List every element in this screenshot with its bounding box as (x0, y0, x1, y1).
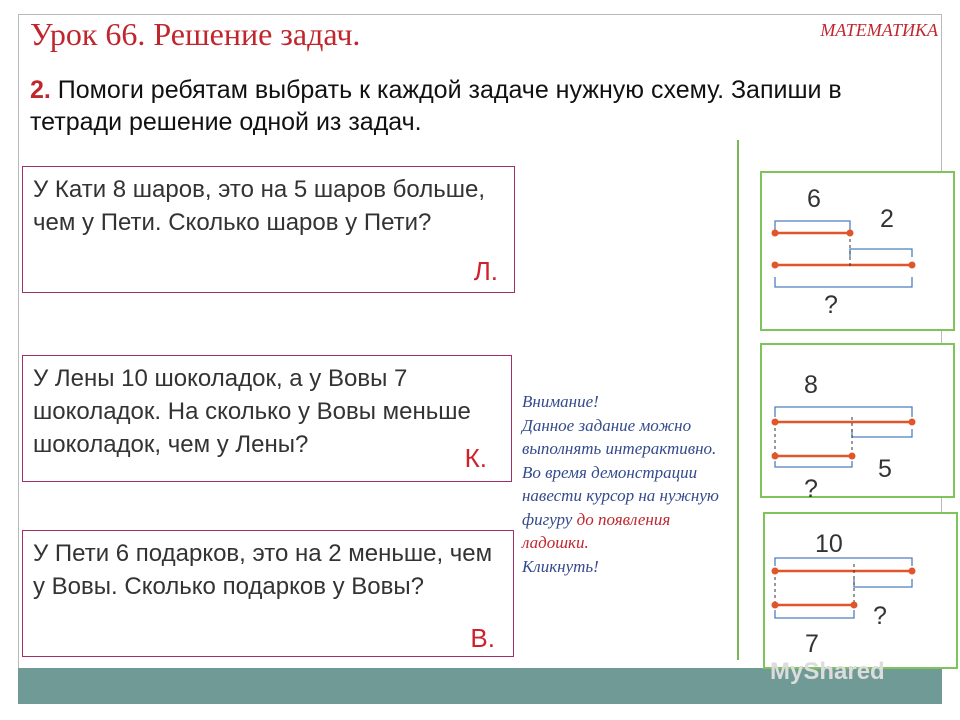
point (847, 230, 854, 237)
point (772, 419, 779, 426)
bracket-top (775, 558, 912, 566)
scheme-label-bottom: 7 (805, 630, 819, 658)
bracket-right (852, 429, 912, 437)
point (772, 230, 779, 237)
point (772, 602, 779, 609)
scheme-label-right: 5 (878, 455, 892, 483)
scheme-label-top: 6 (807, 185, 821, 213)
scheme-diagram (762, 345, 957, 500)
point (909, 419, 916, 426)
divider-line (737, 140, 739, 660)
problem-box-2[interactable] (22, 355, 512, 482)
task-number: 2. (30, 76, 51, 104)
scheme-label-right: 2 (880, 205, 894, 233)
scheme-label-bottom: ? (824, 291, 838, 319)
problem-text: У Лены 10 шоколадок, а у Вовы 7 шоколадок. На сколько у Вовы меньше шоколадок, чем у Лены? (33, 365, 471, 458)
bracket-right (854, 579, 912, 587)
scheme-card-3[interactable] (763, 512, 958, 669)
bracket-bottom (775, 277, 912, 287)
bracket-bottom (775, 610, 854, 618)
note-action: Кликнуть! (522, 556, 599, 576)
scheme-label-right: ? (873, 602, 887, 630)
problem-box-3[interactable] (22, 530, 514, 657)
bracket-bottom (775, 461, 852, 467)
lesson-title: Урок 66. Решение задач. (30, 16, 361, 52)
scheme-card-2[interactable] (760, 343, 955, 503)
point (849, 453, 856, 460)
note-body-highlight: до появления ладошки. (522, 509, 671, 552)
task-instruction (30, 74, 920, 138)
scheme-label-top: 10 (815, 530, 843, 558)
task-text: Помоги ребятам выбрать к каждой задаче нужную схему. Запиши в тетради решение одной из задач. (30, 76, 842, 136)
problem-text: У Пети 6 подарков, это на 2 меньше, чем у Вовы. Сколько подарков у Вовы? (33, 540, 493, 600)
point (772, 568, 779, 575)
point (851, 602, 858, 609)
watermark-logo: MyShared (770, 658, 885, 685)
point (772, 453, 779, 460)
bracket-top (775, 221, 850, 231)
attention-note (522, 390, 732, 578)
scheme-label-bottom: ? (804, 475, 818, 503)
scheme-label-top: 8 (804, 371, 818, 399)
point (772, 262, 779, 269)
problem-letter: Л. (473, 256, 498, 286)
note-heading: Внимание! (522, 392, 599, 411)
scheme-card-1[interactable] (760, 171, 955, 331)
problem-text: У Кати 8 шаров, это на 5 шаров больше, чем у Пети. Сколько шаров у Пети? (33, 176, 485, 236)
bracket-right (850, 249, 912, 257)
scheme-diagram (762, 173, 957, 333)
problem-letter: К. (464, 443, 487, 473)
point (909, 568, 916, 575)
subject-label: МАТЕМАТИКА (820, 20, 938, 40)
note-body: Данное задание можно выполнять интерактивно. Во время демонстрации навести курсор на нужную фигуру (522, 415, 719, 529)
bracket-top (775, 407, 912, 417)
point (909, 262, 916, 269)
scheme-diagram (765, 514, 960, 671)
problem-letter: В. (470, 623, 495, 653)
problem-box-1[interactable] (22, 166, 515, 293)
